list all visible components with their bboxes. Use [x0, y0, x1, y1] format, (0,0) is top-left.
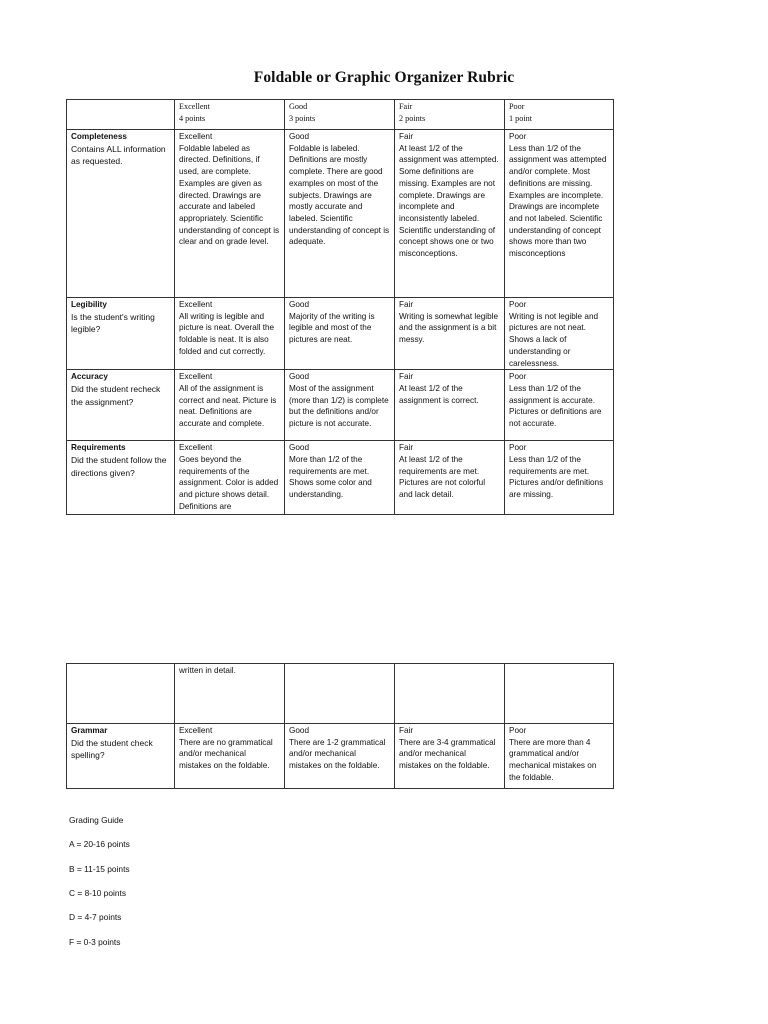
- rating-cell: [175, 370, 285, 441]
- level-label: Good: [289, 726, 310, 735]
- descriptor: At least 1/2 of the requirements are met. Pictures are not colorful and lack detail.: [399, 454, 486, 500]
- descriptor: At least 1/2 of the assignment was attempted. Some definitions are missing. Examples are not complete. Drawings are incomplete and inconsistently labeled. Scientific understanding of concept shows one or two misconceptions.: [399, 143, 499, 259]
- row-continuation: [67, 664, 614, 724]
- descriptor: Majority of the writing is legible and most of the pictures are neat.: [289, 311, 375, 345]
- header-fair: Fair 2 points: [395, 100, 505, 130]
- descriptor: Most of the assignment (more than 1/2) is complete but the definitions and/or picture is not accurate.: [289, 383, 389, 429]
- level-label: Fair: [399, 132, 414, 141]
- rating-cell: [285, 664, 395, 724]
- level-label: Fair: [399, 372, 414, 382]
- grade-item: B = 11-15 points: [69, 864, 130, 874]
- criterion-name: Completeness: [71, 132, 127, 141]
- rating-cell: [505, 724, 614, 789]
- rating-cell: [395, 298, 505, 370]
- criterion-question: Did the student follow the directions given?: [71, 454, 167, 478]
- grade-item: D = 4-7 points: [69, 912, 122, 922]
- level-label: Excellent: [179, 300, 213, 309]
- rating-cell: [175, 298, 285, 370]
- level-label: Poor: [509, 726, 527, 735]
- header-row: [67, 100, 614, 130]
- rating-cell: [505, 370, 614, 441]
- level-label: Poor: [509, 443, 527, 453]
- criterion-question: Did the student check spelling?: [71, 737, 153, 761]
- row-requirements: [67, 441, 614, 515]
- rating-cell: [175, 441, 285, 515]
- grade-item: F = 0-3 points: [69, 937, 121, 947]
- level-label: Excellent: [179, 372, 213, 382]
- descriptor: There are 1-2 grammatical and/or mechanical mistakes on the foldable.: [289, 737, 386, 771]
- criterion-question: Contains ALL information as requested.: [71, 143, 166, 167]
- rating-cell: [175, 664, 285, 724]
- page-title: Foldable or Graphic Organizer Rubric: [253, 69, 515, 86]
- rating-cell: [175, 130, 285, 298]
- descriptor: All writing is legible and picture is neat. Overall the foldable is neat. It is also folded and cut correctly.: [179, 311, 275, 356]
- rating-cell: [395, 724, 505, 789]
- rating-cell: [285, 298, 395, 370]
- header-poor: Poor 1 point: [505, 100, 614, 130]
- level-label: Good: [289, 132, 310, 141]
- descriptor: Less than 1/2 of the requirements are met. Pictures and/or definitions are missing.: [509, 454, 604, 500]
- level-label: Good: [289, 443, 310, 453]
- rating-cell: [285, 441, 395, 515]
- descriptor: All of the assignment is correct and neat. Picture is neat. Definitions are accurate and complete.: [179, 383, 277, 429]
- rating-cell: [395, 664, 505, 724]
- criterion-name: Accuracy: [71, 372, 108, 382]
- grading-guide-heading: Grading Guide: [69, 815, 124, 825]
- criterion-cell: [67, 441, 175, 515]
- rating-cell: [395, 130, 505, 298]
- row-completeness: [67, 130, 614, 298]
- descriptor: Foldable is labeled. Definitions are mostly complete. There are good examples on most of the subjects. Drawings are mostly accurate and labeled. Scientific understanding of concept is adequate.: [289, 143, 390, 247]
- grade-item: A = 20-16 points: [69, 839, 130, 849]
- rating-cell: [285, 370, 395, 441]
- criterion-question: Did the student recheck the assignment?: [71, 383, 161, 407]
- descriptor: More than 1/2 of the requirements are met. Shows some color and understanding.: [289, 454, 372, 500]
- level-label: Fair: [399, 443, 414, 453]
- descriptor: There are 3-4 grammatical and/or mechanical mistakes on the foldable.: [399, 737, 496, 771]
- level-label: Poor: [509, 372, 527, 382]
- descriptor: Goes beyond the requirements of the assignment. Color is added and picture shows detail. Definitions are: [179, 454, 279, 511]
- level-label: Excellent: [179, 443, 213, 453]
- rating-cell: [175, 724, 285, 789]
- criterion-question: Is the student's writing legible?: [71, 311, 155, 335]
- level-label: Good: [289, 372, 310, 382]
- criterion-cell: [67, 130, 175, 298]
- descriptor: written in detail.: [179, 666, 236, 675]
- level-label: Excellent: [179, 132, 213, 141]
- descriptor: Foldable labeled as directed. Definitions, if used, are complete. Examples are given as directed. Drawings are accurate and labeled appropriately. Scientific understanding of concept is clear and on grade level.: [179, 143, 280, 247]
- criterion-cell: [67, 370, 175, 441]
- descriptor: At least 1/2 of the assignment is correct.: [399, 383, 479, 405]
- header-excellent: Excellent 4 points: [175, 100, 285, 130]
- rating-cell: [395, 441, 505, 515]
- rating-cell: [285, 130, 395, 298]
- criterion-cell: [67, 724, 175, 789]
- level-label: Good: [289, 300, 310, 309]
- header-good: Good 3 points: [285, 100, 395, 130]
- row-accuracy: [67, 370, 614, 441]
- grade-item: C = 8-10 points: [69, 888, 127, 898]
- rating-cell: [505, 441, 614, 515]
- rating-cell: [395, 370, 505, 441]
- descriptor: Less than 1/2 of the assignment was attempted and/or complete. Most definitions are missing. Examples are incomplete. Drawings are incomplete and not labeled. Scientific understanding of concept shows more than two misconceptions: [509, 143, 607, 259]
- criterion-cell: [67, 298, 175, 370]
- level-label: Poor: [509, 300, 527, 309]
- rubric-table: [66, 99, 614, 515]
- level-label: Fair: [399, 300, 414, 309]
- row-legibility: [67, 298, 614, 370]
- rating-cell: [285, 724, 395, 789]
- header-blank: [67, 100, 175, 130]
- descriptor: There are no grammatical and/or mechanical mistakes on the foldable.: [179, 737, 273, 771]
- descriptor: Writing is not legible and pictures are not neat. Shows a lack of understanding or carelessness.: [509, 311, 599, 368]
- descriptor: Writing is somewhat legible and the assignment is a bit messy.: [399, 311, 499, 345]
- level-label: Poor: [509, 132, 527, 141]
- criterion-name: Requirements: [71, 443, 126, 453]
- rubric-table-continued: [66, 663, 614, 789]
- criterion-name: Grammar: [71, 726, 108, 735]
- rating-cell: [505, 298, 614, 370]
- row-grammar: [67, 724, 614, 789]
- criterion-name: Legibility: [71, 300, 107, 309]
- level-label: Excellent: [179, 726, 213, 735]
- descriptor: Less than 1/2 of the assignment is accurate. Pictures or definitions are not accurate.: [509, 383, 602, 429]
- level-label: Fair: [399, 726, 414, 735]
- criterion-cell: [67, 664, 175, 724]
- rating-cell: [505, 130, 614, 298]
- rating-cell: [505, 664, 614, 724]
- descriptor: There are more than 4 grammatical and/or mechanical mistakes on the foldable.: [509, 737, 597, 782]
